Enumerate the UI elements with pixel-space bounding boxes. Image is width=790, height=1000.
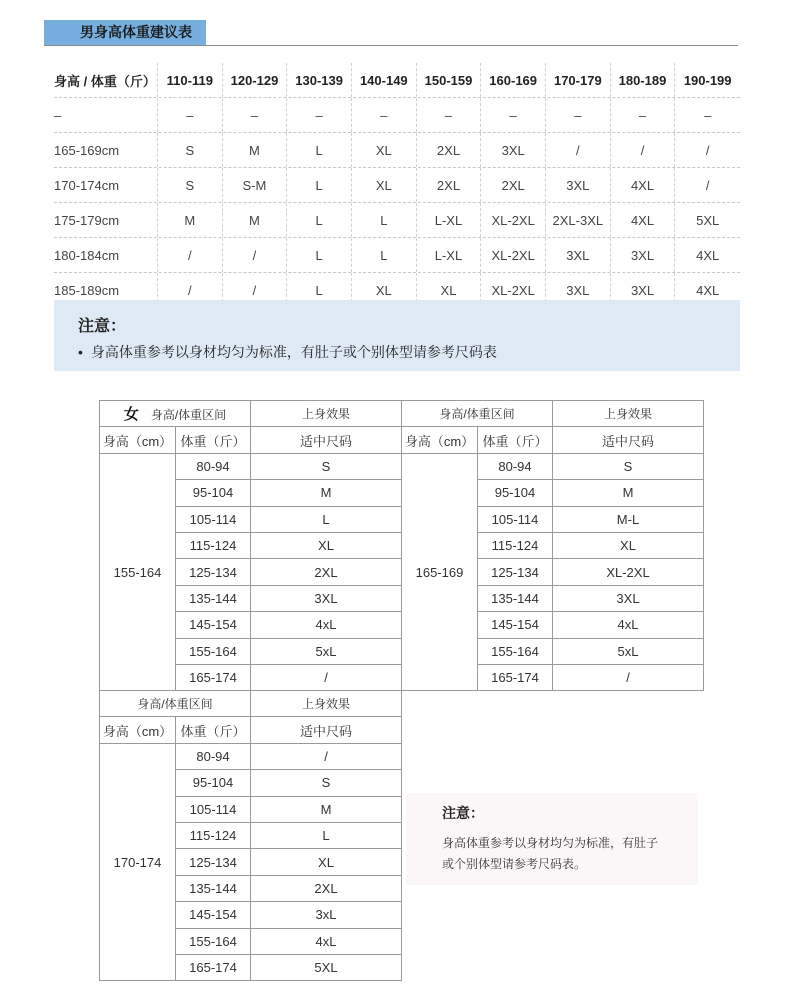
men-size-cell: / <box>611 133 676 167</box>
men-size-cell: 3XL <box>481 133 546 167</box>
men-size-cell: XL-2XL <box>481 238 546 272</box>
women-size-table-top <box>99 400 704 691</box>
range-header-label: 身高/体重区间 <box>439 407 515 422</box>
men-height-label: 185-189cm <box>54 273 158 307</box>
men-height-label: 175-179cm <box>54 203 158 237</box>
size-cell: 4xL <box>553 612 704 638</box>
weight-cell: 105-114 <box>478 506 553 532</box>
range-header <box>100 691 251 717</box>
men-size-cell: – <box>704 107 712 123</box>
men-size-cell: L <box>287 133 352 167</box>
height-range-cell: 155-164 <box>100 453 176 691</box>
men-size-cell: XL-2XL <box>481 273 546 307</box>
men-size-cell: M <box>158 203 223 237</box>
weight-cell: 105-114 <box>176 506 251 532</box>
size-cell: S <box>553 453 704 479</box>
men-note-item <box>78 342 716 362</box>
men-corner-header: 身高 / 体重（斤） <box>54 63 158 97</box>
men-height-label: 170-174cm <box>54 168 158 202</box>
size-cell: 3XL <box>251 585 402 611</box>
men-size-cell: XL <box>352 168 417 202</box>
height-header: 身高（cm） <box>100 717 176 743</box>
men-height-label: – <box>54 98 158 132</box>
table-row <box>54 238 740 273</box>
size-header: 适中尺码 <box>251 427 402 453</box>
weight-cell: 95-104 <box>478 480 553 506</box>
weight-cell: 125-134 <box>478 559 553 585</box>
men-size-cell: 2XL <box>417 168 482 202</box>
weight-header: 体重（斤） <box>176 717 251 743</box>
weight-cell: 145-154 <box>176 612 251 638</box>
men-size-cell: / <box>546 133 611 167</box>
weight-cell: 80-94 <box>176 453 251 479</box>
women-note-line-2: 或个别体型请参考尺码表。 <box>442 857 587 871</box>
men-note-title: 注意： <box>78 318 127 335</box>
weight-cell: 135-144 <box>176 875 251 901</box>
weight-cell: 145-154 <box>478 612 553 638</box>
size-cell: XL <box>553 532 704 558</box>
men-weight-column-header: 160-169 <box>481 63 546 97</box>
men-note-box <box>54 300 740 371</box>
size-header: 适中尺码 <box>553 427 704 453</box>
men-height-label: 180-184cm <box>54 238 158 272</box>
men-size-cell: 2XL-3XL <box>546 203 611 237</box>
size-cell: L <box>251 506 402 532</box>
men-size-cell: – <box>223 98 288 132</box>
range-header <box>402 401 553 427</box>
weight-cell: 165-174 <box>478 664 553 690</box>
men-weight-column-header: 170-179 <box>546 63 611 97</box>
men-size-cell: L <box>352 238 417 272</box>
men-size-cell: 3XL <box>546 168 611 202</box>
men-size-cell: / <box>223 273 288 307</box>
weight-cell: 105-114 <box>176 796 251 822</box>
men-size-cell: L-XL <box>417 203 482 237</box>
height-header: 身高（cm） <box>402 427 478 453</box>
size-cell: XL <box>251 849 402 875</box>
effect-header: 上身效果 <box>251 691 402 717</box>
men-size-cell: XL <box>352 273 417 307</box>
men-size-cell: 3XL <box>611 238 676 272</box>
table-row <box>100 743 402 769</box>
men-size-cell: 2XL <box>481 168 546 202</box>
size-cell: 4xL <box>251 612 402 638</box>
men-size-cell: M <box>223 133 288 167</box>
men-size-cell: S-M <box>223 168 288 202</box>
men-size-cell: 4XL <box>696 247 720 263</box>
size-cell: M <box>251 796 402 822</box>
weight-cell: 155-164 <box>176 638 251 664</box>
height-range-cell: 170-174 <box>100 743 176 981</box>
range-header-label: 身高/体重区间 <box>150 408 227 423</box>
women-note-line-1: 身高体重参考以身材均匀为标准，有肚子 <box>442 836 659 850</box>
header-divider <box>44 45 738 46</box>
weight-cell: 115-124 <box>176 532 251 558</box>
men-weight-column-header: 140-149 <box>352 63 417 97</box>
men-section-title: 男身高体重建议表 <box>44 20 206 45</box>
men-size-cell: – <box>546 98 611 132</box>
men-size-cell: 3XL <box>611 273 676 307</box>
men-size-cell: L <box>287 203 352 237</box>
size-cell: M-L <box>553 506 704 532</box>
weight-cell: 80-94 <box>176 743 251 769</box>
size-cell: 3xL <box>251 902 402 928</box>
men-section-header <box>44 20 738 46</box>
weight-cell: 115-124 <box>176 822 251 848</box>
men-size-cell: L <box>287 238 352 272</box>
size-cell: L <box>251 822 402 848</box>
men-size-cell: 4XL <box>696 282 720 298</box>
weight-cell: 125-134 <box>176 559 251 585</box>
weight-cell: 115-124 <box>478 532 553 558</box>
size-cell: M <box>553 480 704 506</box>
men-size-cell: 4XL <box>611 203 676 237</box>
weight-cell: 80-94 <box>478 453 553 479</box>
size-cell: XL-2XL <box>553 559 704 585</box>
weight-cell: 95-104 <box>176 770 251 796</box>
men-size-cell: 3XL <box>546 273 611 307</box>
size-cell: / <box>251 743 402 769</box>
men-size-cell: / <box>223 238 288 272</box>
men-size-cell: XL <box>352 133 417 167</box>
men-weight-column-header: 120-129 <box>223 63 288 97</box>
men-size-table <box>54 63 740 308</box>
size-cell: 5xL <box>251 638 402 664</box>
table-row <box>100 453 704 479</box>
size-cell: 2XL <box>251 559 402 585</box>
men-size-cell: M <box>223 203 288 237</box>
weight-cell: 95-104 <box>176 480 251 506</box>
men-weight-column-header: 110-119 <box>158 63 223 97</box>
height-header: 身高（cm） <box>100 427 176 453</box>
men-size-cell: L <box>287 168 352 202</box>
women-size-table-bottom <box>99 690 402 981</box>
men-size-cell: S <box>158 133 223 167</box>
men-size-cell: 3XL <box>546 238 611 272</box>
men-size-cell: XL-2XL <box>481 203 546 237</box>
weight-header: 体重（斤） <box>478 427 553 453</box>
men-size-cell: 5XL <box>696 212 720 228</box>
men-size-cell: / <box>705 177 710 193</box>
men-size-cell: / <box>705 142 710 158</box>
table-row <box>54 168 740 203</box>
size-cell: S <box>251 453 402 479</box>
men-table-header-row <box>54 63 740 98</box>
size-cell: 2XL <box>251 875 402 901</box>
men-size-cell: L <box>352 203 417 237</box>
size-cell: S <box>251 770 402 796</box>
men-weight-column-header: 180-189 <box>611 63 676 97</box>
range-header-label: 身高/体重区间 <box>137 697 213 712</box>
size-cell: 4xL <box>251 928 402 954</box>
men-size-cell: 4XL <box>611 168 676 202</box>
weight-header: 体重（斤） <box>176 427 251 453</box>
weight-cell: 155-164 <box>176 928 251 954</box>
men-size-cell: / <box>158 273 223 307</box>
women-note-box <box>406 793 698 885</box>
bullet-icon: • <box>78 344 83 360</box>
weight-cell: 135-144 <box>176 585 251 611</box>
men-size-cell: L-XL <box>417 238 482 272</box>
effect-header: 上身效果 <box>553 401 704 427</box>
height-range-cell: 165-169 <box>402 453 478 691</box>
size-cell: XL <box>251 532 402 558</box>
men-note-text: 身高体重参考以身材均匀为标准，有肚子或个别体型请参考尺码表 <box>90 344 497 360</box>
men-size-cell: – <box>158 98 223 132</box>
effect-header: 上身效果 <box>251 401 402 427</box>
men-size-cell: S <box>158 168 223 202</box>
men-size-cell: 2XL <box>417 133 482 167</box>
size-cell: 5XL <box>251 954 402 980</box>
size-cell: M <box>251 480 402 506</box>
men-size-cell: – <box>352 98 417 132</box>
table-row <box>54 133 740 168</box>
men-size-cell: – <box>481 98 546 132</box>
men-size-cell: XL <box>417 273 482 307</box>
weight-cell: 155-164 <box>478 638 553 664</box>
men-weight-column-header: 130-139 <box>287 63 352 97</box>
weight-cell: 125-134 <box>176 849 251 875</box>
men-size-cell: L <box>287 273 352 307</box>
weight-cell: 145-154 <box>176 902 251 928</box>
men-height-label: 165-169cm <box>54 133 158 167</box>
table-row <box>54 98 740 133</box>
weight-cell: 165-174 <box>176 954 251 980</box>
women-mark: 女 <box>123 406 139 424</box>
men-weight-column-header: 190-199 <box>683 72 732 88</box>
men-size-cell: – <box>611 98 676 132</box>
size-header: 适中尺码 <box>251 717 402 743</box>
weight-cell: 135-144 <box>478 585 553 611</box>
range-header <box>100 401 251 427</box>
size-cell: / <box>553 664 704 690</box>
men-size-cell: – <box>287 98 352 132</box>
table-row <box>54 203 740 238</box>
men-size-cell: – <box>417 98 482 132</box>
size-cell: 3XL <box>553 585 704 611</box>
weight-cell: 165-174 <box>176 664 251 690</box>
women-note-title: 注意： <box>442 805 484 821</box>
men-weight-column-header: 150-159 <box>417 63 482 97</box>
size-cell: / <box>251 664 402 690</box>
men-size-cell: / <box>158 238 223 272</box>
size-cell: 5xL <box>553 638 704 664</box>
